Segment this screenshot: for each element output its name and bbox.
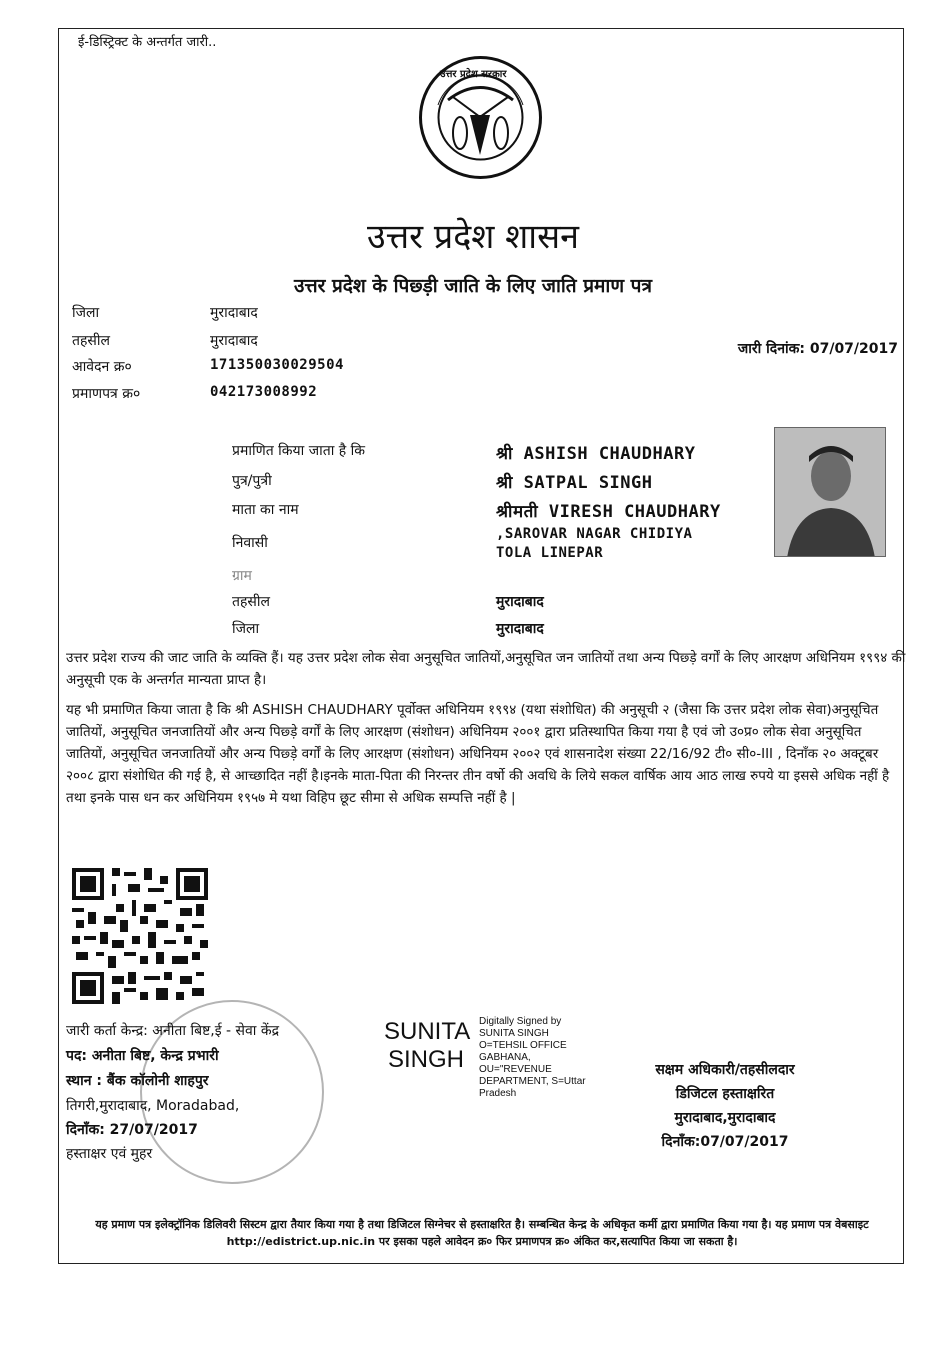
village-label: ग्राम [232,568,252,584]
certificate-title: उत्तर प्रदेश शासन [367,217,579,257]
issue-date: जारी दिनांक: 07/07/2017 [737,341,898,357]
signature-detail-line: GABHANA, [479,1052,531,1063]
authority-block [600,1058,850,1154]
authority-date: दिनाँक:07/07/2017 [661,1134,789,1150]
emblem-text: उत्तर प्रदेश सरकार [440,69,507,80]
applicant-photo [774,427,886,557]
digital-signature-details [479,1016,586,1100]
issuing-centre-line-6: हस्ताक्षर एवं मुहर [66,1146,153,1162]
issuing-centre-line-4: तिगरी,मुरादाबाद, Moradabad, [66,1098,240,1114]
qr-code [72,868,208,1004]
mother-label: माता का नाम [232,502,299,518]
person-name: श्री ASHISH CHAUDHARY [496,444,696,464]
certificate-number-label: प्रमाणपत्र क्र० [72,386,141,402]
mother-name: श्रीमती VIRESH CHAUDHARY [496,502,721,522]
signer-name-line-2: SINGH [388,1046,465,1073]
issuing-centre-line-3: स्थान : बैंक कॉलोनी शाहपुर [66,1073,209,1089]
signature-detail-line: Digitally Signed by [479,1016,562,1027]
application-number: 171350030029504 [210,357,344,373]
person-district-label: जिला [232,621,260,637]
issuing-centre-line-1: जारी कर्ता केन्द्र: अनीता बिष्ट,ई - सेवा केंद्र [66,1023,280,1039]
authority-digital-signed: डिजिटल हस्ताक्षरित [675,1086,775,1102]
person-silhouette-icon [775,428,886,557]
person-tehsil-value: मुरादाबाद [496,594,544,610]
certified-label: प्रमाणित किया जाता है कि [232,443,366,459]
person-tehsil-label: तहसील [232,594,270,610]
signature-detail-line: SUNITA SINGH [479,1028,549,1039]
header-note: ई-डिस्ट्रिक्ट के अन्तर्गत जारी.. [78,35,217,50]
footer-verification-note: यह प्रमाण पत्र इलेक्ट्रॉनिक डिलिवरी सिस्टम द्वारा तैयार किया गया है तथा डिजिटल सिग्नेचर से हस्ताक्षरित है। सम्बन्धित केन्द्र के अधिकृत कर्मी द्वारा प्रमाणित किया गया है। यह प्रमाण पत्र वेबसाइट http://edistrict.up.nic.in पर इसका पहले आवेदन क्र० फिर प्रमाणपत्र क्र० अंकित कर,सत्यापित किया जा सकता है। [95,1218,869,1248]
certification-paragraph: यह भी प्रमाणित किया जाता है कि श्री ASHISH CHAUDHARY पूर्वोक्त अधिनियम १९९४ (यथा संशोधित) की अनुसूची २ (जैसा कि उत्तर प्रदेश लोक सेवा)अनुसूचित जातियों, अनुसूचित जनजातियों और अन्य पिछ्ड़े वर्गों के लिए आरक्षण (संशोधन) अधिनियम २००१ द्वारा प्रतिस्थापित किया गया है एवं जो उ०प्र० लोक सेवा अनुसूचित जातियों, अनुसूचित जनजातियों और अन्य पिछ्ड़े वर्गों के लिए आरक्षण (संशोधन) अधिनियम २००२ एवं शासनादेश संख्या 22/16/92 टी० सी०-III , दिनाँक २० अक्टूबर २००८ द्वारा संशोधित की गई है, से आच्छादित नहीं है।इनके माता-पिता की निरन्तर तीन वर्षो की अवधि के लिये सकल वार्षिक आय आठ लाख रुपये या इससे अधिक नहीं है तथा इनके पास धन कर अधिनियम १९५७ मे यथा विहिप छूट सीमा से अधिक सम्पत्ति नहीं है | [66,702,890,806]
father-label: पुत्र/पुत्री [232,473,272,489]
application-label: आवेदन क्र० [72,359,132,375]
signature-detail-line: O=TEHSIL OFFICE [479,1040,567,1051]
address-line-1: ,SAROVAR NAGAR CHIDIYA [496,526,693,542]
signature-detail-line: DEPARTMENT, S=Uttar [479,1076,586,1087]
tehsil-value: मुरादाबाद [210,333,258,349]
signature-detail-line: Pradesh [479,1088,517,1099]
certificate-subtitle: उत्तर प्रदेश के पिछ्ड़ी जाति के लिए जाति प्रमाण पत्र [294,275,652,297]
authority-title: सक्षम अधिकारी/तहसीलदार [655,1062,795,1078]
signer-name-line-1: SUNITA [384,1018,471,1045]
signature-detail-line: OU="REVENUE [479,1064,552,1075]
issuing-centre-line-2: पद: अनीता बिष्ट, केन्द्र प्रभारी [66,1048,219,1064]
issuing-centre-line-5: दिनाँक: 27/07/2017 [66,1122,198,1138]
person-district-value: मुरादाबाद [496,621,544,637]
district-value: मुरादाबाद [210,305,258,321]
district-label: जिला [72,305,100,321]
resident-label: निवासी [232,535,268,551]
caste-declaration-paragraph: उत्तर प्रदेश राज्य की जाट जाति के व्यक्ति हैं। यह उत्तर प्रदेश लोक सेवा अनुसूचित जातियों,अनुसूचित जन जातियों तथा अन्य पिछ्ड़े वर्गों के लिए आरक्षण अधिनियम १९९४ की अनुसूची एक के अन्तर्गत मान्यता प्राप्त है। [66,650,906,688]
certificate-number: 042173008992 [210,384,318,400]
father-name: श्री SATPAL SINGH [496,473,653,493]
tehsil-label: तहसील [72,333,110,349]
address-line-2: TOLA LINEPAR [496,545,604,561]
authority-place: मुरादाबाद,मुरादाबाद [674,1110,776,1126]
